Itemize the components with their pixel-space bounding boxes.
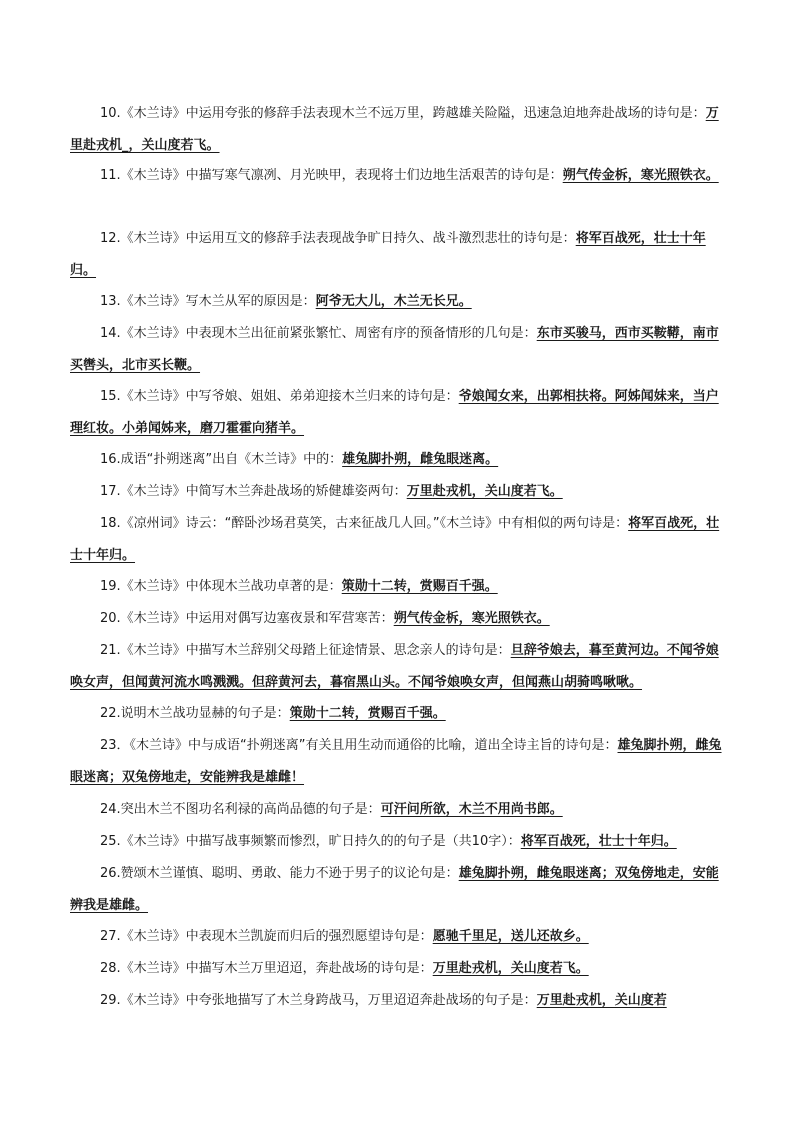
question-text: 11.《木兰诗》中描写寒气凛冽、月光映甲，表现将士们边地生活艰苦的诗句是： [100,168,563,183]
question-22 [70,698,730,730]
question-11 [70,160,730,192]
question-text: 24.突出木兰不图功名利禄的高尚品德的句子是： [100,802,381,817]
question-23 [70,730,730,794]
question-29 [70,985,730,1017]
question-text: 20.《木兰诗》中运用对偶写边塞夜景和军营寒苦： [100,611,394,626]
question-text: 13.《木兰诗》写木兰从军的原因是： [100,294,316,309]
answer-text: 将军百战死，壮士十年归。 [70,516,720,563]
answer-text: 爷娘闻女来，出郭相扶将。阿姊闻妹来，当户理红妆。小弟闻姊来，磨刀霍霍向猪羊。 [70,389,719,436]
question-text: 14.《木兰诗》中表现木兰出征前紧张繁忙、周密有序的预备情形的几句是： [100,326,537,341]
answer-text: 万里赴戎机，关山度若 [536,993,667,1008]
answer-text: 策勋十二转，赏赐百千强。 [341,579,498,594]
question-text: 17.《木兰诗》中简写木兰奔赴战场的矫健雄姿两句： [100,484,407,499]
answer-text: 朔气传金柝，寒光照铁衣。 [562,168,719,183]
answer-text: 雄兔脚扑朔，雌兔眼迷离；双兔傍地走，安能辨我是雄雌。 [70,866,719,913]
question-text: 19.《木兰诗》中体现木兰战功卓著的是： [100,579,342,594]
question-13 [70,286,730,318]
question-18 [70,508,730,572]
question-text: 10.《木兰诗》中运用夸张的修辞手法表现木兰不远万里，跨越雄关险隘，迅速急迫地奔赴战场的诗句是： [100,106,706,121]
answer-text: 愿驰千里足，送儿还故乡。 [432,929,589,944]
question-text: 26.赞颂木兰谨慎、聪明、勇敢、能力不逊于男子的议论句是： [100,866,459,881]
question-text: 21.《木兰诗》中描写木兰辞别父母踏上征途情景、思念亲人的诗句是： [100,643,511,658]
question-text: 18.《凉州词》诗云：“醉卧沙场君莫笑，古来征战几人回。”《木兰诗》中有相似的两句诗是： [100,516,629,531]
answer-text: 雄兔脚扑朔，雌兔眼迷离；双兔傍地走，安能辨我是雄雌！ [70,738,722,785]
question-20 [70,603,730,635]
question-12 [70,223,730,287]
question-15 [70,381,730,445]
answer-text: 策勋十二转，赏赐百千强。 [289,706,446,721]
question-21 [70,635,730,699]
question-14 [70,318,730,382]
answer-text: 万里赴戎机，关山度若飞。 [406,484,563,499]
question-10 [70,98,730,162]
question-text: 16.成语“扑朔迷离”出自《木兰诗》中的： [100,452,343,467]
answer-text: 阿爷无大儿，木兰无长兄。 [315,294,472,309]
question-27 [70,921,730,953]
answer-text: 将军百战死，壮士十年归。 [520,834,677,849]
question-text: 27.《木兰诗》中表现木兰凯旋而归后的强烈愿望诗句是： [100,929,433,944]
question-text: 28.《木兰诗》中描写木兰万里迢迢，奔赴战场的诗句是： [100,961,433,976]
answer-text: 旦辞爷娘去，暮至黄河边。不闻爷娘唤女声，但闻黄河流水鸣溅溅。但辞黄河去，暮宿黑山头。不闻爷娘唤女声，但闻燕山胡骑鸣啾啾。 [70,643,719,690]
question-28 [70,953,730,985]
question-text: 12.《木兰诗》中运用互文的修辞手法表现战争旷日持久、战斗激烈悲壮的诗句是： [100,231,576,246]
question-text: 29.《木兰诗》中夸张地描写了木兰身跨战马，万里迢迢奔赴战场的句子是： [100,993,537,1008]
question-text: 22.说明木兰战功显赫的句子是： [100,706,290,721]
question-text: 25.《木兰诗》中描写战事频繁而惨烈，旷日持久的的句子是（共10字）： [100,834,521,849]
answer-text: 东市买骏马，西市买鞍鞯，南市买辔头，北市买长鞭。 [70,326,719,373]
answer-text: 雄兔脚扑朔，雌兔眼迷离。 [342,452,499,467]
question-17 [70,476,730,508]
answer-text: 可汗问所欲，木兰不用尚书郎。 [380,802,563,817]
answer-text: 万里赴戎机_，关山度若飞。 [70,106,719,153]
question-25 [70,826,730,858]
answer-text: 将军百战死，壮士十年归。 [70,231,706,278]
question-24 [70,794,730,826]
question-26 [70,858,730,922]
question-16 [70,444,730,476]
answer-text: 朔气传金柝，寒光照铁衣。 [393,611,550,626]
question-19 [70,571,730,603]
question-text: 23．《木兰诗》中与成语“扑朔迷离”有关且用生动而通俗的比喻，道出全诗主旨的诗句是： [100,738,618,753]
answer-text: 万里赴戎机，关山度若飞。 [432,961,589,976]
question-text: 15.《木兰诗》中写爷娘、姐姐、弟弟迎接木兰归来的诗句是： [100,389,459,404]
